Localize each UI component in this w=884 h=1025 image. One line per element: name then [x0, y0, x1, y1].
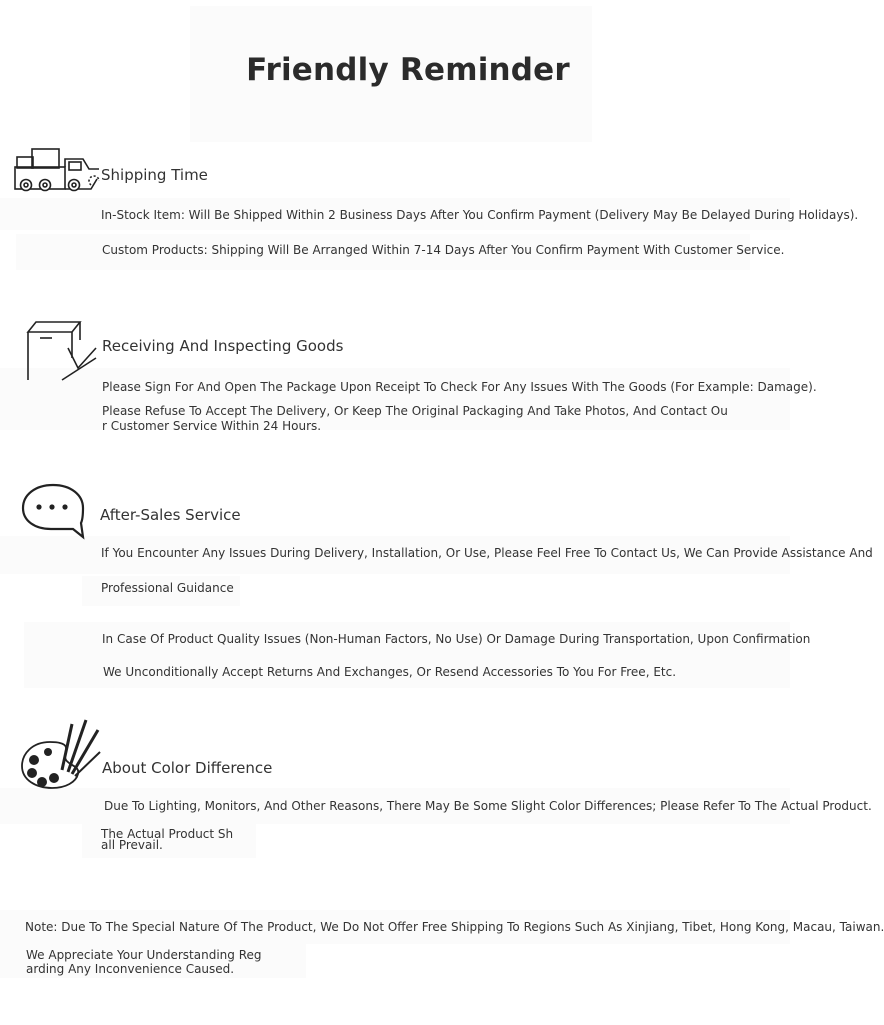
- color-difference-line-2: The Actual Product Shall Prevail.: [101, 827, 234, 852]
- chat-bubble-icon: [19, 481, 87, 539]
- note-line-1: Note: Due To The Special Nature Of The Product, We Do Not Offer Free Shipping To Regions Such As Xinjiang, Tibet, Hong Kong, Macau, Taiwan.: [25, 920, 884, 934]
- after-sales-heading: After-Sales Service: [100, 506, 241, 524]
- box-icon: [22, 318, 100, 384]
- after-sales-line-1: If You Encounter Any Issues During Delivery, Installation, Or Use, Please Feel Free To Contact Us, We Can Provide Assistance And: [101, 546, 873, 560]
- after-sales-line-2: Professional Guidance: [101, 581, 234, 595]
- color-difference-line-1: Due To Lighting, Monitors, And Other Reasons, There May Be Some Slight Color Differences; Please Refer To The Actual Product.: [104, 799, 872, 813]
- shipping-line-2: Custom Products: Shipping Will Be Arranged Within 7-14 Days After You Confirm Payment With Customer Service.: [102, 243, 785, 257]
- note-line-2: We Appreciate Your Understanding Regarding Any Inconvenience Caused.: [26, 948, 262, 976]
- paint-palette-icon: [20, 716, 102, 794]
- shipping-time-heading: Shipping Time: [101, 166, 208, 184]
- receiving-line-1: Please Sign For And Open The Package Upon Receipt To Check For Any Issues With The Goods (For Example: Damage).: [102, 380, 817, 394]
- receiving-line-2: Please Refuse To Accept The Delivery, Or Keep The Original Packaging And Take Photos, And Contact Our Customer Service Within 24 Hours.: [102, 404, 728, 433]
- receiving-heading: Receiving And Inspecting Goods: [102, 337, 344, 355]
- page-title: Friendly Reminder: [246, 52, 570, 88]
- after-sales-line-3: In Case Of Product Quality Issues (Non-Human Factors, No Use) Or Damage During Transportation, Upon Confirmation: [102, 632, 811, 646]
- truck-icon: [13, 145, 103, 197]
- color-difference-heading: About Color Difference: [102, 759, 273, 777]
- after-sales-line-4: We Unconditionally Accept Returns And Exchanges, Or Resend Accessories To You For Free, Etc.: [103, 665, 677, 679]
- shipping-line-1: In-Stock Item: Will Be Shipped Within 2 Business Days After You Confirm Payment (Delivery May Be Delayed During Holidays).: [101, 208, 859, 222]
